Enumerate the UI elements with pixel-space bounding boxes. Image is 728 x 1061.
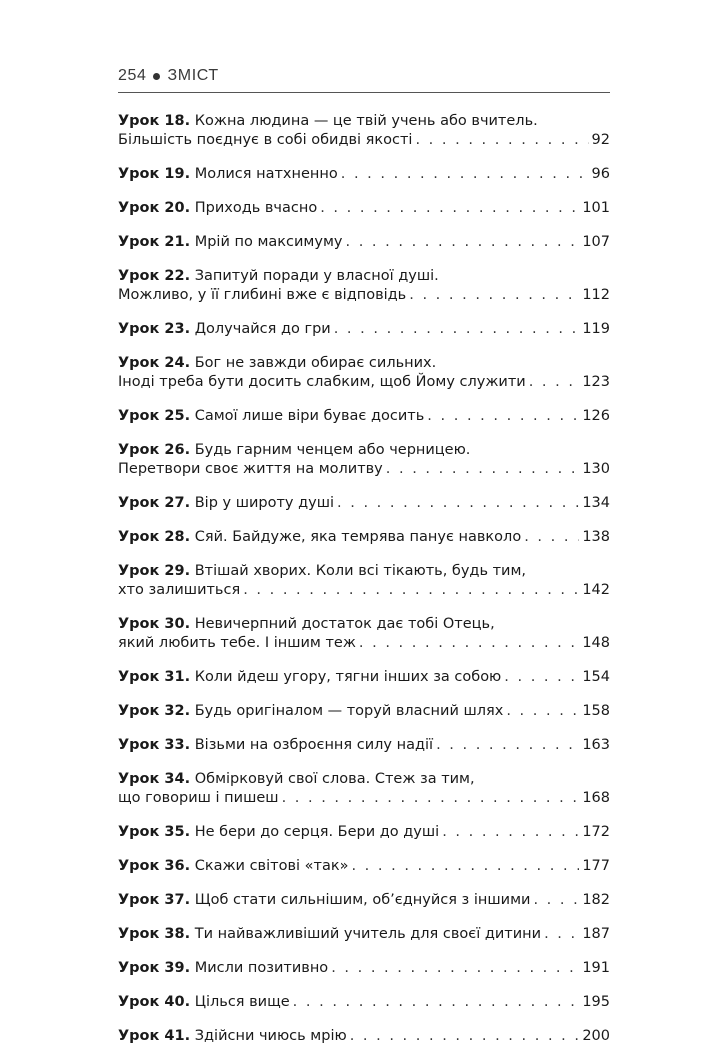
lesson-title: Мрій по максимуму: [194, 234, 343, 250]
section-title: ЗМІСТ: [167, 67, 219, 84]
page-number-ref: 134: [582, 495, 610, 511]
dot-leaders: [282, 789, 580, 808]
toc-entry: [118, 857, 610, 876]
page-number-ref: 107: [582, 234, 610, 250]
table-of-contents: [118, 112, 610, 1061]
lesson-title-continued: який любить тебе. І іншим теж: [118, 635, 356, 651]
toc-entry-line: [118, 823, 610, 842]
dot-leaders: [504, 668, 579, 687]
lesson-title: Не бери до серця. Бери до душі: [194, 824, 440, 840]
lesson-label: Урок 33.: [118, 737, 191, 753]
lesson-title: Приходь вчасно: [194, 200, 318, 216]
toc-entry: [118, 320, 610, 339]
dot-leaders: [436, 736, 579, 755]
lesson-title: Здійсни чиюсь мрію: [194, 1028, 347, 1044]
running-header: [118, 66, 610, 92]
lesson-title: Будь оригіналом — торуй власний шлях: [194, 703, 504, 719]
toc-entry-line: [118, 993, 610, 1012]
lesson-title: Втішай хворих. Коли всі тікають, будь тим,: [194, 563, 527, 579]
dot-leaders: [243, 581, 579, 600]
dot-leaders: [524, 528, 579, 547]
lesson-label: Урок 34.: [118, 771, 191, 787]
lesson-title: Молися натхненно: [194, 166, 338, 182]
toc-entry-line: [118, 770, 610, 789]
toc-entry-line: [118, 267, 610, 286]
lesson-label: Урок 38.: [118, 926, 191, 942]
dot-leaders: [341, 165, 589, 184]
dot-leaders: [409, 286, 579, 305]
toc-entry-line: [118, 165, 610, 184]
lesson-label: Урок 36.: [118, 858, 191, 874]
dot-leaders: [506, 702, 579, 721]
dot-leaders: [337, 494, 579, 513]
toc-entry-line: [118, 1027, 610, 1046]
lesson-title: Кожна людина — це твій учень або вчитель.: [194, 113, 538, 129]
toc-entry-line: [118, 891, 610, 910]
dot-leaders: [293, 993, 580, 1012]
toc-entry: [118, 267, 610, 305]
toc-entry-line: [118, 634, 610, 653]
page-number-ref: 112: [582, 287, 610, 303]
page-number-ref: 172: [582, 824, 610, 840]
toc-entry-line: [118, 736, 610, 755]
page-number-ref: 148: [582, 635, 610, 651]
page-number: 254: [118, 67, 147, 84]
page-number-ref: 130: [582, 461, 610, 477]
page-number-ref: 191: [582, 960, 610, 976]
lesson-label: Урок 41.: [118, 1028, 191, 1044]
lesson-title: Скажи світові «так»: [194, 858, 349, 874]
lesson-label: Урок 21.: [118, 234, 191, 250]
toc-entry-line: [118, 460, 610, 479]
lesson-label: Урок 18.: [118, 113, 191, 129]
page-number-ref: 119: [582, 321, 610, 337]
lesson-label: Урок 31.: [118, 669, 191, 685]
lesson-title-continued: Можливо, у її глибині вже є відповідь: [118, 287, 407, 303]
dot-leaders: [345, 233, 579, 252]
lesson-label: Урок 23.: [118, 321, 191, 337]
dot-leaders: [351, 857, 579, 876]
lesson-title-continued: хто залишиться: [118, 582, 241, 598]
dot-leaders: [442, 823, 579, 842]
lesson-label: Урок 30.: [118, 616, 191, 632]
toc-entry: [118, 165, 610, 184]
lesson-title: Самої лише віри буває досить: [194, 408, 425, 424]
toc-entry: [118, 702, 610, 721]
lesson-label: Урок 26.: [118, 442, 191, 458]
page-number-ref: 123: [582, 374, 610, 390]
lesson-label: Урок 39.: [118, 960, 191, 976]
toc-entry: [118, 823, 610, 842]
page-number-ref: 96: [591, 166, 610, 182]
lesson-title: Невичерпний достаток дає тобі Отець,: [194, 616, 495, 632]
toc-entry-line: [118, 407, 610, 426]
lesson-label: Урок 22.: [118, 268, 191, 284]
toc-entry-line: [118, 702, 610, 721]
toc-entry-line: [118, 131, 610, 150]
toc-entry: [118, 615, 610, 653]
page-number-ref: 187: [582, 926, 610, 942]
toc-entry: [118, 441, 610, 479]
toc-entry-line: [118, 199, 610, 218]
toc-entry: [118, 668, 610, 687]
lesson-title-continued: Більшість поєднує в собі обидві якості: [118, 132, 413, 148]
page-number-ref: 195: [582, 994, 610, 1010]
lesson-title: Ти найважливіший учитель для своєї дитини: [194, 926, 542, 942]
toc-entry: [118, 354, 610, 392]
lesson-title: Запитуй поради у власної душі.: [194, 268, 439, 284]
lesson-label: Урок 25.: [118, 408, 191, 424]
toc-entry-line: [118, 441, 610, 460]
toc-entry-line: [118, 789, 610, 808]
toc-entry: [118, 959, 610, 978]
toc-entry-line: [118, 581, 610, 600]
lesson-label: Урок 35.: [118, 824, 191, 840]
dot-leaders: [334, 320, 580, 339]
dot-leaders: [320, 199, 579, 218]
toc-entry-line: [118, 373, 610, 392]
page-number-ref: 138: [582, 529, 610, 545]
toc-entry-line: [118, 959, 610, 978]
toc-entry-line: [118, 494, 610, 513]
lesson-title: Будь гарним ченцем або черницею.: [194, 442, 471, 458]
lesson-title-continued: Іноді треба бути досить слабким, щоб Йому служити: [118, 374, 526, 390]
toc-entry: [118, 407, 610, 426]
lesson-title: Долучайся до гри: [194, 321, 331, 337]
toc-entry: [118, 199, 610, 218]
toc-entry-line: [118, 528, 610, 547]
lesson-label: Урок 32.: [118, 703, 191, 719]
toc-entry: [118, 736, 610, 755]
lesson-label: Урок 37.: [118, 892, 191, 908]
toc-entry: [118, 562, 610, 600]
dot-leaders: [427, 407, 579, 426]
lesson-title: Бог не завжди обирає сильних.: [194, 355, 437, 371]
toc-entry-line: [118, 925, 610, 944]
page-number-ref: 200: [582, 1028, 610, 1044]
lesson-title: Візьми на озброєння силу надії: [194, 737, 434, 753]
toc-entry-line: [118, 668, 610, 687]
toc-entry-line: [118, 112, 610, 131]
bullet-icon: [153, 73, 160, 80]
toc-entry: [118, 925, 610, 944]
toc-entry: [118, 528, 610, 547]
toc-entry: [118, 233, 610, 252]
dot-leaders: [533, 891, 579, 910]
toc-entry: [118, 770, 610, 808]
lesson-label: Урок 28.: [118, 529, 191, 545]
page-number-ref: 158: [582, 703, 610, 719]
toc-entry: [118, 494, 610, 513]
lesson-title: Сяй. Байдуже, яка темрява панує навколо: [194, 529, 522, 545]
lesson-label: Урок 27.: [118, 495, 191, 511]
toc-entry: [118, 993, 610, 1012]
toc-entry: [118, 112, 610, 150]
page-number-ref: 177: [582, 858, 610, 874]
lesson-title: Коли йдеш угору, тягни інших за собою: [194, 669, 502, 685]
page-number-ref: 168: [582, 790, 610, 806]
toc-entry-line: [118, 857, 610, 876]
lesson-label: Урок 29.: [118, 563, 191, 579]
lesson-label: Урок 24.: [118, 355, 191, 371]
toc-entry-line: [118, 233, 610, 252]
page-number-ref: 142: [582, 582, 610, 598]
toc-entry-line: [118, 354, 610, 373]
lesson-title: Вір у широту душі: [194, 495, 335, 511]
toc-entry-line: [118, 562, 610, 581]
toc-entry: [118, 891, 610, 910]
page-number-ref: 154: [582, 669, 610, 685]
dot-leaders: [415, 131, 588, 150]
lesson-title-continued: Перетвори своє життя на молитву: [118, 461, 383, 477]
dot-leaders: [331, 959, 579, 978]
page-number-ref: 92: [591, 132, 610, 148]
page-number-ref: 101: [582, 200, 610, 216]
page-number-ref: 126: [582, 408, 610, 424]
lesson-label: Урок 19.: [118, 166, 191, 182]
lesson-title: Мисли позитивно: [194, 960, 329, 976]
header-rule: [118, 92, 610, 93]
dot-leaders: [529, 373, 580, 392]
lesson-label: Урок 20.: [118, 200, 191, 216]
header-text: [118, 66, 610, 86]
dot-leaders: [359, 634, 579, 653]
lesson-title: Щоб стати сильнішим, об’єднуйся з іншими: [194, 892, 531, 908]
lesson-label: Урок 40.: [118, 994, 191, 1010]
page-number-ref: 163: [582, 737, 610, 753]
lesson-title: Обмірковуй свої слова. Стеж за тим,: [194, 771, 475, 787]
toc-entry: [118, 1027, 610, 1046]
toc-entry-line: [118, 320, 610, 339]
dot-leaders: [350, 1027, 580, 1046]
dot-leaders: [544, 925, 579, 944]
lesson-title: Цілься вище: [194, 994, 290, 1010]
lesson-title-continued: що говориш і пишеш: [118, 790, 279, 806]
dot-leaders: [386, 460, 580, 479]
toc-entry-line: [118, 286, 610, 305]
page-number-ref: 182: [582, 892, 610, 908]
toc-entry-line: [118, 615, 610, 634]
